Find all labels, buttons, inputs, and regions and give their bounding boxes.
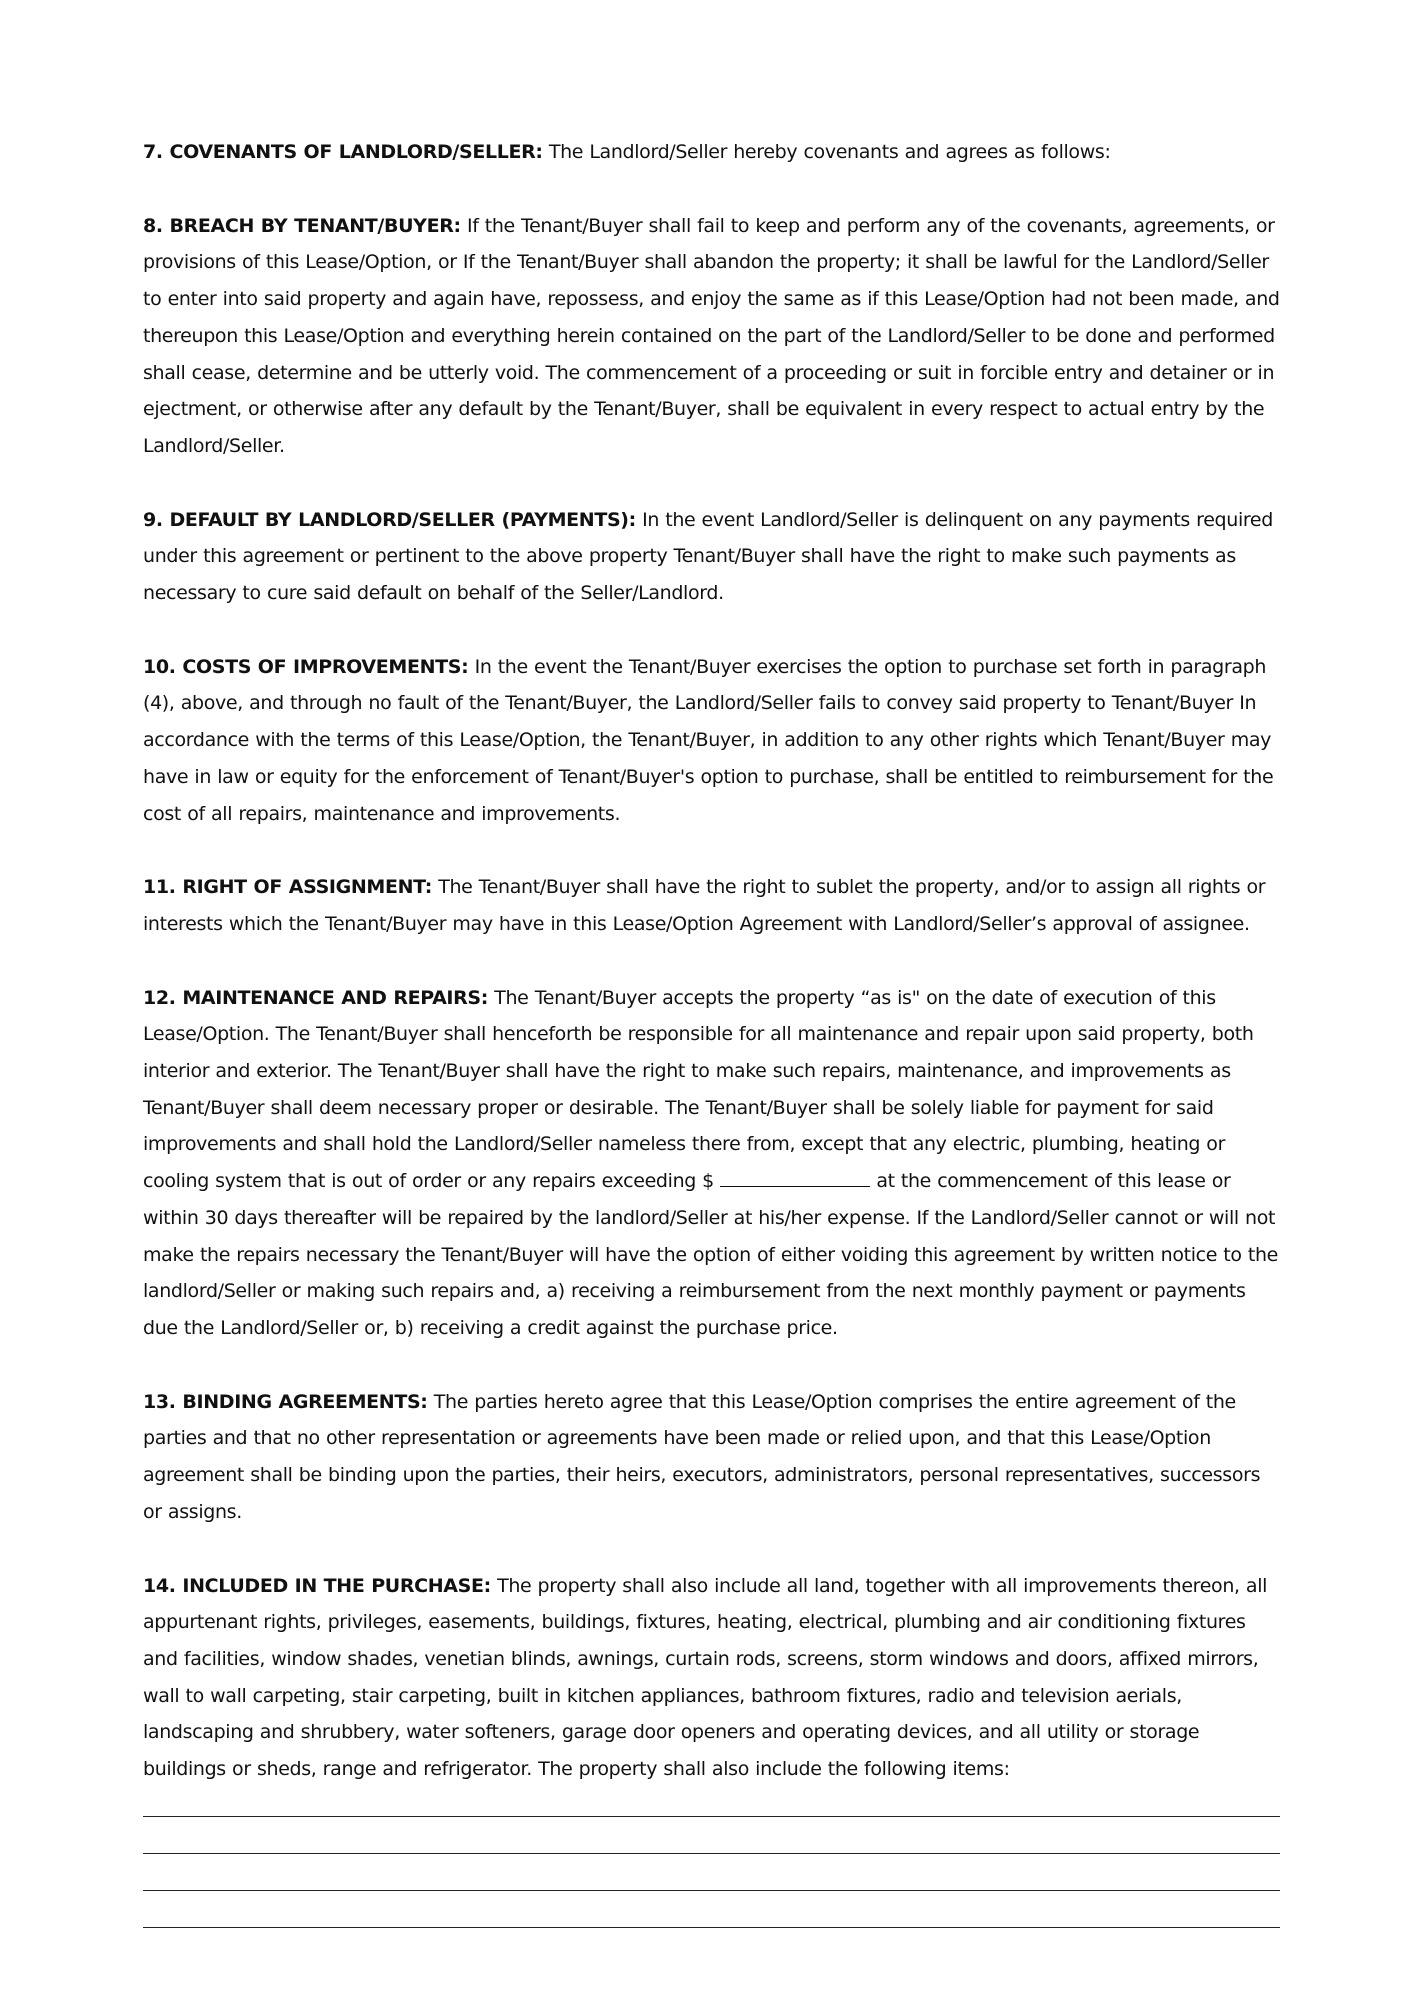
section-7: [143, 134, 1280, 171]
section-8: [143, 208, 1280, 465]
document-page: [143, 134, 1280, 1928]
section-9-heading: 9. DEFAULT BY LANDLORD/SELLER (PAYMENTS):: [143, 508, 636, 531]
section-12: [143, 980, 1280, 1347]
section-13-body: The parties hereto agree that this Lease/Option comprises the entire agreement of the parties and that no other representation or agreements have been made or relied upon, and that this Lease/Option agreement shall be binding upon the parties, their heirs, executors, administrators, personal representatives, successors or assigns.: [143, 1390, 1261, 1523]
section-12-body-part-2: at the commencement of this lease or within 30 days thereafter will be repaired by the landlord/Seller at his/her expense. If the Landlord/Seller cannot or will not make the repairs necessary the Tenant/Buyer will have the option of either voiding this agreement by written notice to the landlord/Seller or making such repairs and, a) receiving a reimbursement from the next monthly payment or payments due the Landlord/Seller or, b) receiving a credit against the purchase price.: [143, 1170, 1278, 1339]
section-14: [143, 1568, 1280, 1788]
section-11-body: The Tenant/Buyer shall have the right to sublet the property, and/or to assign all rights or interests which the Tenant/Buyer may have in this Lease/Option Agreement with Landlord/Seller’s approval of assignee.: [143, 876, 1266, 935]
section-10-heading: 10. COSTS OF IMPROVEMENTS:: [143, 655, 469, 678]
included-items-line-3[interactable]: [143, 1854, 1280, 1891]
included-items-line-4[interactable]: [143, 1891, 1280, 1928]
section-10: [143, 649, 1280, 833]
included-items-lines: [143, 1780, 1280, 1928]
section-11-heading: 11. RIGHT OF ASSIGNMENT:: [143, 876, 432, 899]
section-14-heading: 14. INCLUDED IN THE PURCHASE:: [143, 1574, 491, 1597]
section-13: [143, 1384, 1280, 1531]
section-12-body-part-1: The Tenant/Buyer accepts the property “as is" on the date of execution of this Lease/Option. The Tenant/Buyer shall henceforth be responsible for all maintenance and repair upon said property, both interior and exterior. The Tenant/Buyer shall have the right to make such repairs, maintenance, and improvements as Tenant/Buyer shall deem necessary proper or desirable. The Tenant/Buyer shall be solely liable for payment for said improvements and shall hold the Landlord/Seller nameless there from, except that any electric, plumbing, heating or cooling system that is out of order or any repairs exceeding $: [143, 986, 1254, 1193]
section-8-body: If the Tenant/Buyer shall fail to keep and perform any of the covenants, agreements, or provisions of this Lease/Option, or If the Tenant/Buyer shall abandon the property; it shall be lawful for the Landlord/Seller to enter into said property and again have, repossess, and enjoy the same as if this Lease/Option had not been made, and thereupon this Lease/Option and everything herein contained on the part of the Landlord/Seller to be done and performed shall cease, determine and be utterly void. The commencement of a proceeding or suit in forcible entry and detainer or in ejectment, or otherwise after any default by the Tenant/Buyer, shall be equivalent in every respect to actual entry by the Landlord/Seller.: [143, 214, 1280, 457]
section-7-heading: 7. COVENANTS OF LANDLORD/SELLER:: [143, 141, 543, 163]
repair-amount-blank[interactable]: [720, 1168, 870, 1187]
section-9: [143, 502, 1280, 612]
section-14-body: The property shall also include all land, together with all improvements thereon, all appurtenant rights, privileges, easements, buildings, fixtures, heating, electrical, plumbing and air conditioning fixtures and facilities, window shades, venetian blinds, awnings, curtain rods, screens, storm windows and doors, affixed mirrors, wall to wall carpeting, stair carpeting, built in kitchen appliances, bathroom fixtures, radio and television aerials, landscaping and shrubbery, water softeners, garage door openers and operating devices, and all utility or storage buildings or sheds, range and refrigerator. The property shall also include the following items:: [143, 1574, 1268, 1781]
section-8-heading: 8. BREACH BY TENANT/BUYER:: [143, 214, 461, 237]
section-10-body: In the event the Tenant/Buyer exercises the option to purchase set forth in paragraph (4), above, and through no fault of the Tenant/Buyer, the Landlord/Seller fails to convey said property to Tenant/Buyer In accordance with the terms of this Lease/Option, the Tenant/Buyer, in addition to any other rights which Tenant/Buyer may have in law or equity for the enforcement of Tenant/Buyer's option to purchase, shall be entitled to reimbursement for the cost of all repairs, maintenance and improvements.: [143, 655, 1274, 825]
section-13-heading: 13. BINDING AGREEMENTS:: [143, 1390, 428, 1413]
section-9-body: In the event Landlord/Seller is delinquent on any payments required under this agreement or pertinent to the above property Tenant/Buyer shall have the right to make such payments as necessary to cure said default on behalf of the Seller/Landlord.: [143, 508, 1273, 605]
section-11: [143, 869, 1280, 942]
section-12-heading: 12. MAINTENANCE AND REPAIRS:: [143, 986, 489, 1009]
section-7-body: The Landlord/Seller hereby covenants and agrees as follows:: [548, 141, 1111, 163]
included-items-line-2[interactable]: [143, 1817, 1280, 1854]
